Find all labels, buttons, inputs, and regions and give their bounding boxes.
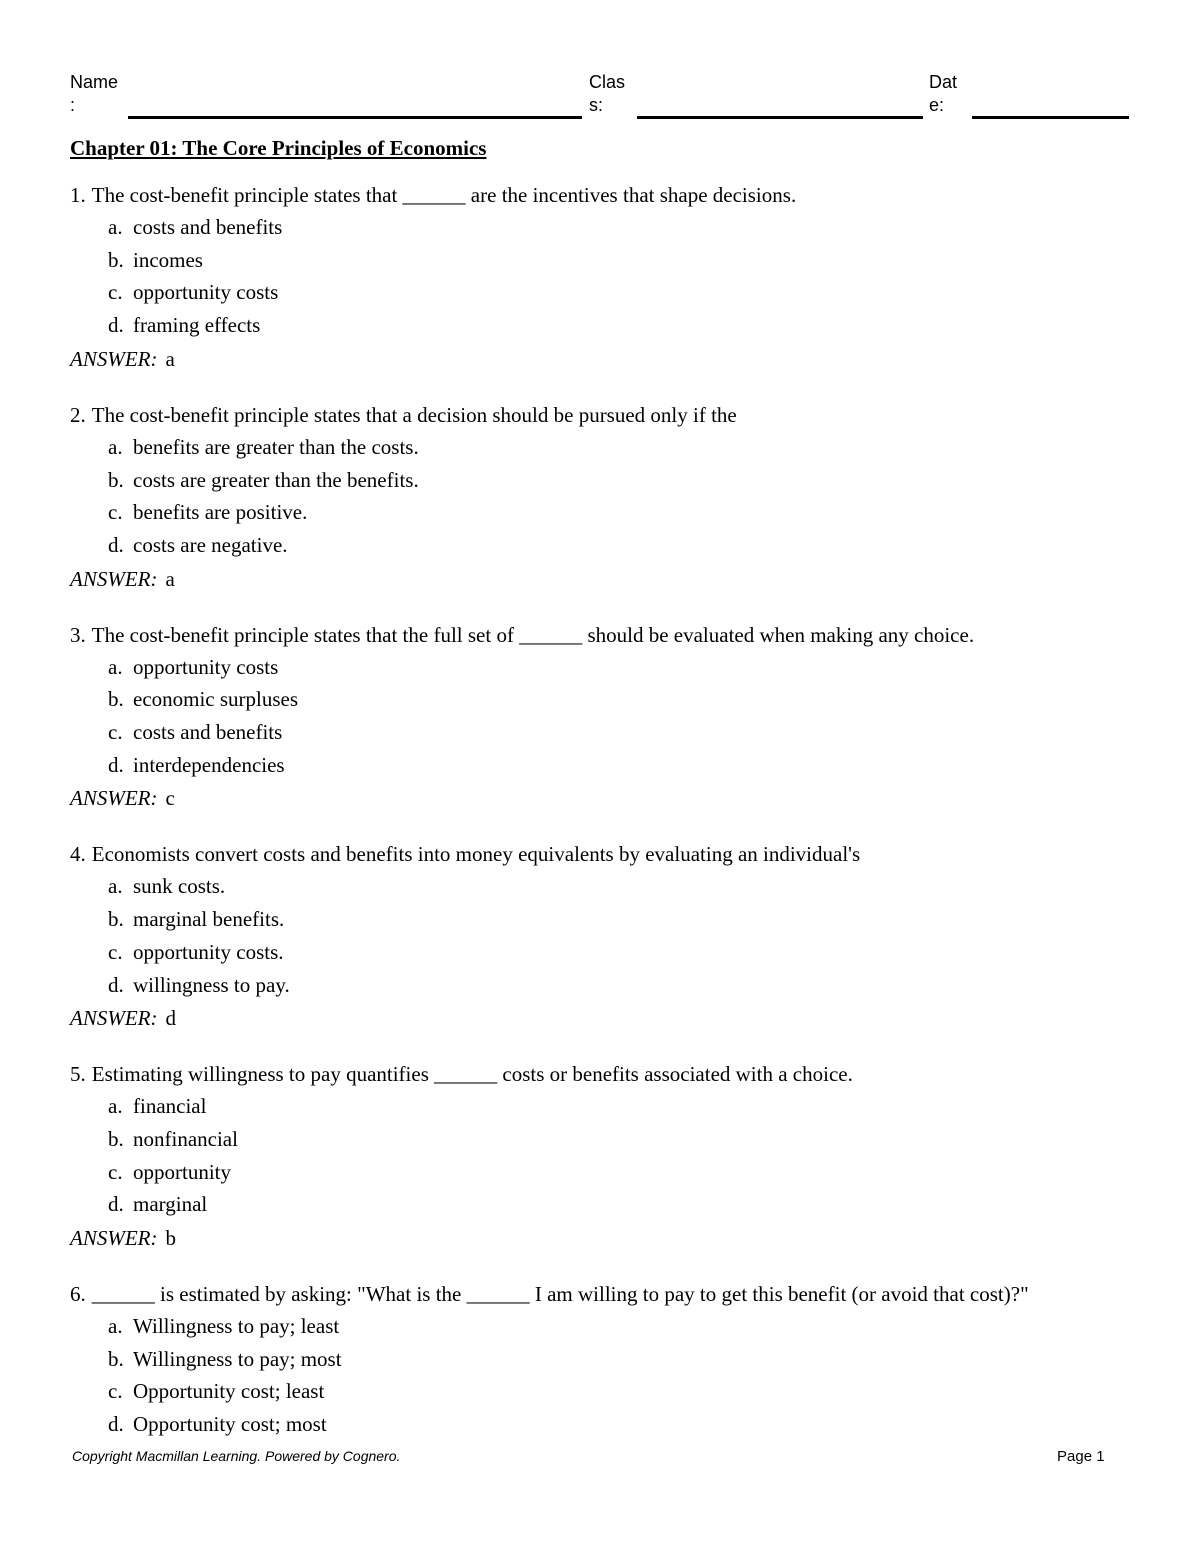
choice-letter: b.: [108, 1346, 124, 1371]
choice-b[interactable]: [70, 464, 1160, 497]
question-text: ______ is estimated by asking: "What is the ______ I am willing to pay to get this benefit (or avoid that cost)?": [91, 1282, 1029, 1307]
choice-b[interactable]: [70, 683, 1160, 716]
answer-row: [70, 1221, 1160, 1255]
question-number: 6.: [70, 1282, 86, 1307]
choice-letter: c.: [108, 500, 123, 525]
answer-label: ANSWER:: [70, 1006, 158, 1031]
choice-letter: d.: [108, 1412, 124, 1437]
class-label-bottom: s:: [589, 95, 604, 115]
answer-row: [70, 342, 1160, 376]
choice-b[interactable]: [70, 1343, 1160, 1376]
choice-list: [70, 431, 1160, 562]
choice-a[interactable]: [70, 1090, 1160, 1123]
answer-value: b: [165, 1226, 176, 1251]
choice-letter: a.: [108, 1314, 123, 1339]
choice-d[interactable]: [70, 309, 1160, 342]
answer-label: ANSWER:: [70, 786, 158, 811]
choice-letter: b.: [108, 467, 124, 492]
choice-letter: d.: [108, 313, 124, 338]
choice-text: costs are negative.: [133, 532, 288, 557]
choice-text: opportunity costs.: [133, 939, 284, 964]
question-text: Economists convert costs and benefits into money equivalents by evaluating an individual's: [91, 842, 861, 867]
question-number: 5.: [70, 1062, 86, 1087]
answer-value: a: [165, 346, 175, 371]
choice-text: nonfinancial: [133, 1126, 238, 1151]
choice-text: opportunity costs: [133, 654, 279, 679]
class-label-top: Clas: [589, 72, 626, 92]
choice-text: sunk costs.: [133, 874, 226, 899]
question-text: The cost-benefit principle states that ______ are the incentives that shape decisions.: [91, 183, 797, 207]
question-5: [70, 1061, 1160, 1255]
choice-letter: a.: [108, 874, 123, 899]
choice-list: [70, 651, 1160, 782]
choice-text: Opportunity cost; most: [133, 1412, 327, 1437]
question-text: The cost-benefit principle states that a decision should be pursued only if the: [91, 402, 737, 427]
choice-letter: a.: [108, 1094, 123, 1119]
name-field-line[interactable]: [128, 116, 582, 119]
question-4: [70, 841, 1160, 1035]
chapter-title: Chapter 01: The Core Principles of Economics: [70, 136, 487, 160]
question-text: The cost-benefit principle states that the full set of ______ should be evaluated when making any choice.: [91, 622, 975, 647]
choice-text: marginal: [133, 1192, 208, 1217]
question-number: 1.: [70, 183, 86, 207]
choice-d[interactable]: [70, 1188, 1160, 1221]
choice-a[interactable]: [70, 211, 1160, 244]
choice-list: [70, 211, 1160, 342]
question-stem: [70, 182, 1160, 209]
question-2: [70, 402, 1160, 596]
choice-letter: a.: [108, 215, 123, 239]
question-text: Estimating willingness to pay quantifies ______ costs or benefits associated with a choice.: [91, 1062, 853, 1087]
choice-letter: c.: [108, 939, 123, 964]
name-label-bottom: :: [70, 95, 76, 115]
choice-c[interactable]: [70, 496, 1160, 529]
choice-letter: a.: [108, 434, 123, 459]
question-number: 2.: [70, 402, 86, 427]
answer-label: ANSWER:: [70, 346, 158, 371]
choice-list: [70, 870, 1160, 1001]
choice-letter: c.: [108, 1159, 123, 1184]
choice-text: benefits are positive.: [133, 500, 308, 525]
answer-value: a: [165, 566, 175, 591]
date-label-bottom: e:: [929, 95, 945, 115]
answer-row: [70, 562, 1160, 596]
answer-row: [70, 1001, 1160, 1035]
question-number: 4.: [70, 842, 86, 867]
choice-letter: a.: [108, 654, 123, 679]
choice-d[interactable]: [70, 749, 1160, 782]
question-list: [70, 182, 1160, 1467]
question-1: [70, 182, 1160, 376]
choice-c[interactable]: [70, 1375, 1160, 1408]
choice-text: costs and benefits: [133, 215, 283, 239]
choice-text: opportunity: [133, 1159, 231, 1184]
choice-a[interactable]: [70, 431, 1160, 464]
choice-d[interactable]: [70, 529, 1160, 562]
question-stem: [70, 1061, 1160, 1088]
choice-text: incomes: [133, 247, 203, 272]
choice-letter: b.: [108, 247, 124, 272]
choice-letter: b.: [108, 1126, 124, 1151]
date-field-line[interactable]: [972, 116, 1129, 119]
choice-text: financial: [133, 1094, 207, 1119]
name-label-top: Name: [70, 72, 119, 92]
page-number: Page 1: [1057, 1448, 1105, 1465]
choice-letter: d.: [108, 752, 124, 777]
choice-text: marginal benefits.: [133, 907, 285, 932]
choice-letter: c.: [108, 280, 123, 305]
choice-text: opportunity costs: [133, 280, 279, 305]
answer-label: ANSWER:: [70, 1226, 158, 1251]
answer-value: d: [165, 1006, 176, 1031]
choice-letter: d.: [108, 972, 124, 997]
copyright-footer: Copyright Macmillan Learning. Powered by Cognero.: [72, 1448, 401, 1464]
choice-a[interactable]: [70, 1310, 1160, 1343]
question-3: [70, 622, 1160, 816]
question-stem: [70, 1281, 1160, 1308]
choice-letter: b.: [108, 687, 124, 712]
choice-text: benefits are greater than the costs.: [133, 434, 419, 459]
question-stem: [70, 402, 1160, 429]
choice-list: [70, 1310, 1160, 1441]
choice-text: costs and benefits: [133, 720, 283, 745]
answer-label: ANSWER:: [70, 566, 158, 591]
choice-list: [70, 1090, 1160, 1221]
question-stem: [70, 622, 1160, 649]
choice-text: framing effects: [133, 313, 261, 338]
question-number: 3.: [70, 622, 86, 647]
question-stem: [70, 841, 1160, 868]
choice-a[interactable]: [70, 651, 1160, 684]
choice-text: interdependencies: [133, 752, 285, 777]
class-field-line[interactable]: [637, 116, 923, 119]
choice-letter: d.: [108, 532, 124, 557]
choice-text: Willingness to pay; least: [133, 1314, 340, 1339]
choice-a[interactable]: [70, 870, 1160, 903]
choice-d[interactable]: [70, 969, 1160, 1002]
choice-text: Opportunity cost; least: [133, 1379, 325, 1404]
choice-letter: c.: [108, 1379, 123, 1404]
choice-b[interactable]: [70, 244, 1160, 277]
choice-text: economic surpluses: [133, 687, 299, 712]
answer-row: [70, 781, 1160, 815]
choice-c[interactable]: [70, 936, 1160, 969]
date-label-top: Dat: [929, 72, 958, 92]
question-6: [70, 1281, 1160, 1441]
choice-letter: b.: [108, 907, 124, 932]
choice-c[interactable]: [70, 1156, 1160, 1189]
choice-text: Willingness to pay; most: [133, 1346, 342, 1371]
answer-value: c: [165, 786, 175, 811]
choice-d[interactable]: [70, 1408, 1160, 1441]
choice-text: costs are greater than the benefits.: [133, 467, 419, 492]
choice-b[interactable]: [70, 903, 1160, 936]
choice-b[interactable]: [70, 1123, 1160, 1156]
choice-c[interactable]: [70, 276, 1160, 309]
choice-c[interactable]: [70, 716, 1160, 749]
choice-text: willingness to pay.: [133, 972, 290, 997]
choice-letter: c.: [108, 720, 123, 745]
choice-letter: d.: [108, 1192, 124, 1217]
